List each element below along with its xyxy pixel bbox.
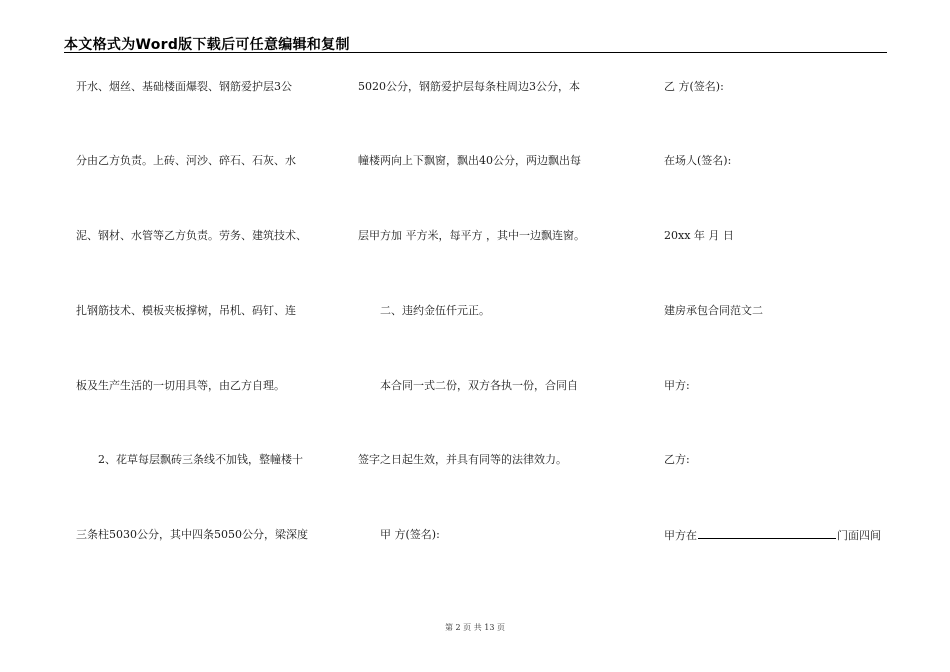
text-line: 在场人(签名): — [664, 154, 732, 167]
text-line: 扎钢筋技术、模板夹板撑树，吊机、码钉、连 — [76, 304, 296, 317]
text-line: 乙方: — [664, 453, 690, 466]
header-divider — [64, 52, 887, 53]
text-line: 甲方: — [664, 379, 690, 392]
document-header-title: 本文格式为Word版下载后可任意编辑和复制 — [64, 37, 350, 53]
text-line: 甲 方(签名): — [358, 528, 440, 541]
fill-in-blank — [698, 528, 836, 539]
text-line: 层甲方加 平方米，每平方 ，其中一边飘连窗。 — [358, 229, 585, 242]
text-line: 20xx 年 月 日 — [664, 229, 734, 242]
section-heading: 建房承包合同范文二 — [664, 304, 763, 317]
text-line: 二、违约金伍仟元正。 — [358, 304, 490, 317]
text-line: 分由乙方负责。上砖、河沙、碎石、石灰、水 — [76, 154, 296, 167]
text-line: 泥、钢材、水管等乙方负责。劳务、建筑技术、 — [76, 229, 307, 242]
text-line: 三条柱5030公分，其中四条5050公分，梁深度 — [76, 528, 308, 541]
text-line: 乙 方(签名): — [664, 80, 724, 93]
text-line-with-blank — [664, 528, 881, 543]
text-line: 签字之日起生效，并具有同等的法律效力。 — [358, 453, 567, 466]
text-line: 2、花草每层飘砖三条线不加钱，整幢楼十 — [76, 453, 303, 466]
text-line: 开水、烟丝、基础楼面爆裂、钢筋爱护层3公 — [76, 80, 292, 93]
text-line: 幢楼两向上下飘窗，飘出40公分，两边飘出每 — [358, 154, 581, 167]
text-line: 5020公分，钢筋爱护层每条柱周边3公分，本 — [358, 80, 580, 93]
page-number-footer: 第 2 页 共 13 页 — [445, 623, 505, 632]
line-suffix: 门面四间 — [837, 529, 881, 542]
text-line: 本合同一式二份，双方各执一份，合同自 — [358, 379, 578, 392]
line-prefix: 甲方在 — [664, 529, 697, 542]
text-line: 板及生产生活的一切用具等，由乙方自理。 — [76, 379, 285, 392]
